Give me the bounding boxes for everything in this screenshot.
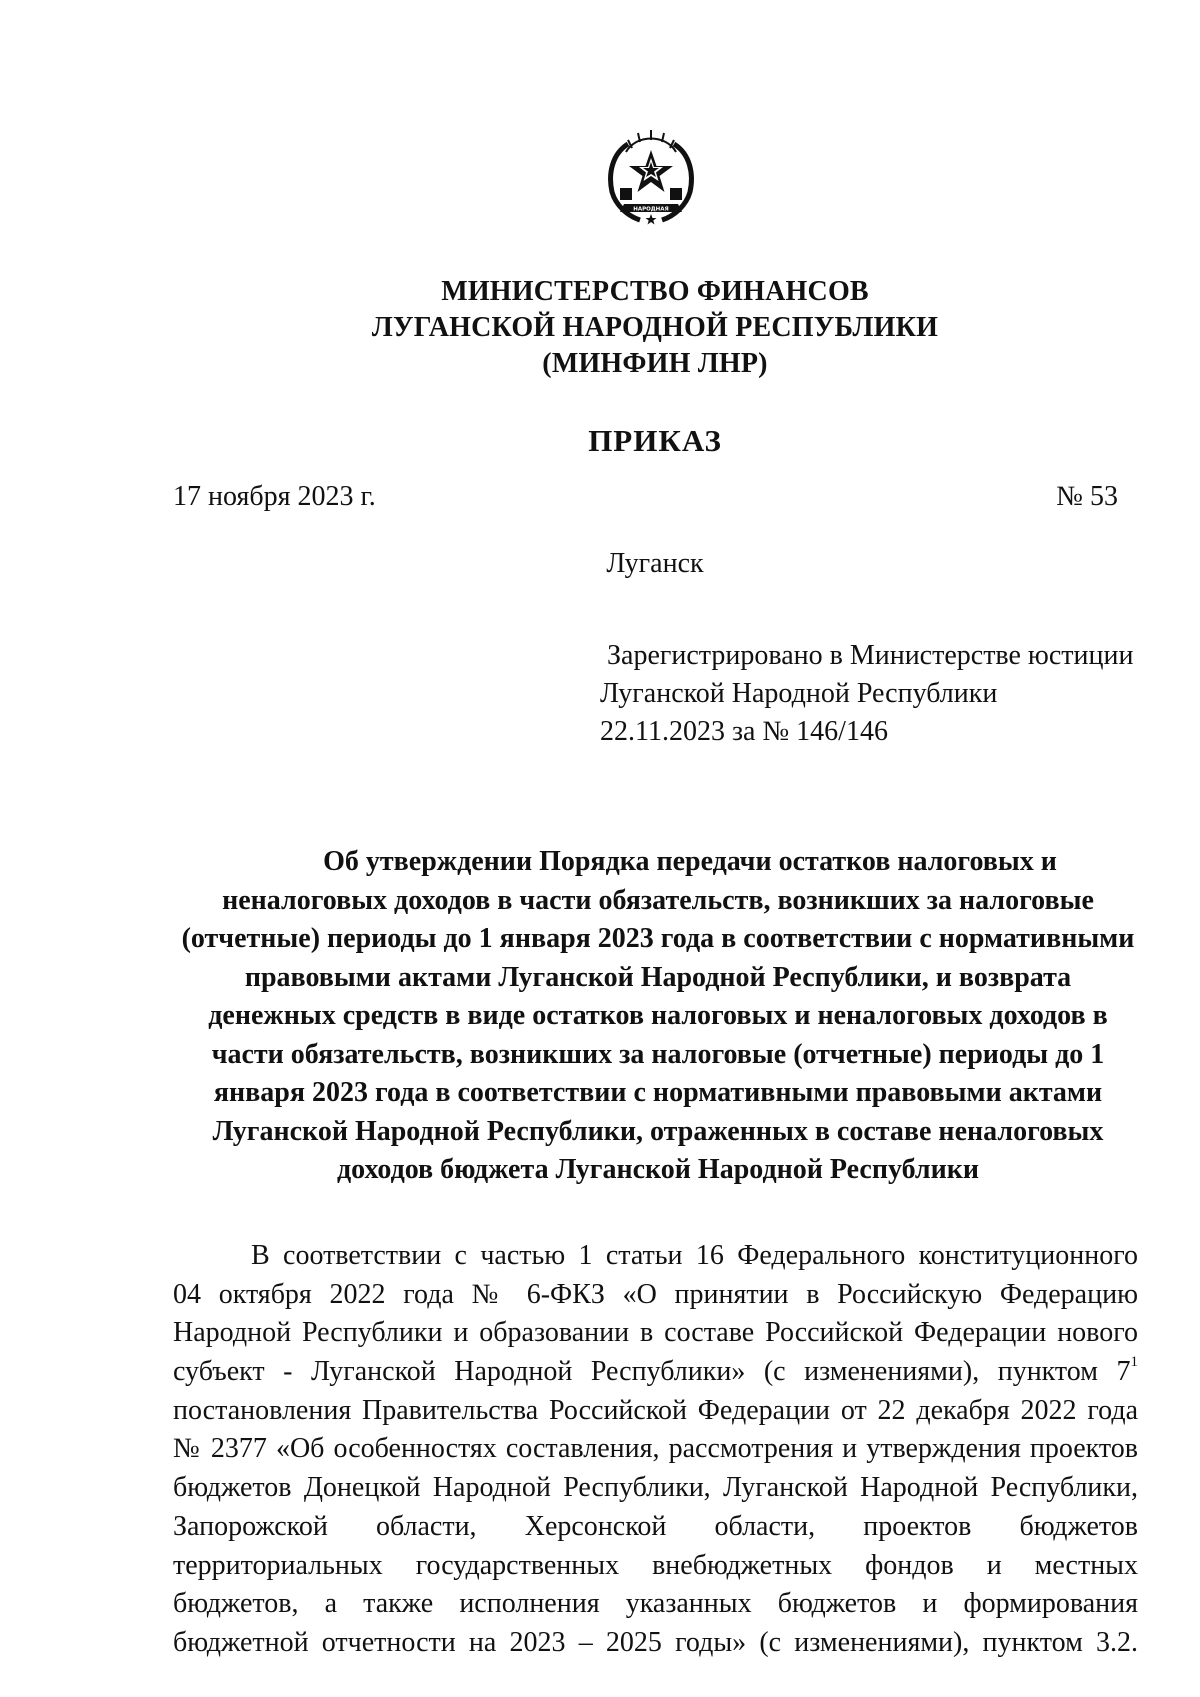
order-city: Луганск bbox=[606, 548, 704, 579]
body-line: бюджетов Донецкой Народной Республики, Луганской Народной Республики, bbox=[173, 1472, 1138, 1504]
registration-line: 22.11.2023 за № 146/146 bbox=[600, 716, 888, 747]
body-line: бюджетов, а также исполнения указанных бюджетов и формирования bbox=[173, 1588, 1138, 1620]
subject-line: неналоговых доходов в части обязательств, возникших за налоговые bbox=[222, 884, 1094, 916]
body-line: 04 октября 2022 года № 6-ФКЗ «О принятии в Российскую Федерацию bbox=[173, 1278, 1138, 1310]
ministry-line: МИНИСТЕРСТВО ФИНАНСОВ bbox=[441, 276, 869, 307]
order-number: № 53 bbox=[1056, 481, 1118, 512]
body-line: Народной Республики и образовании в составе Российской Федерации нового bbox=[173, 1317, 1138, 1349]
body-line-text: субъект - Луганской Народной Республики» (с изменениями), пунктом 7 bbox=[173, 1356, 1131, 1388]
body-line: № 2377 «Об особенностях составления, рассмотрения и утверждения проектов bbox=[173, 1433, 1138, 1465]
emblem-ribbon-text: НАРОДНАЯ bbox=[633, 206, 669, 213]
subject-line: (отчетные) периоды до 1 января 2023 года в соответствии с нормативными bbox=[181, 923, 1135, 954]
registration-stamp bbox=[600, 637, 1133, 751]
order-date: 17 ноября 2023 г. bbox=[173, 481, 376, 512]
subject-line: части обязательств, возникших за налоговые (отчетные) периоды до 1 bbox=[211, 1038, 1105, 1070]
subject-line: Об утверждении Порядка передачи остатков налоговых и bbox=[323, 846, 1057, 877]
superscript: 1 bbox=[1130, 1354, 1138, 1371]
body-line: бюджетной отчетности на 2023 – 2025 годы» (с изменениями), пунктом 3.2. bbox=[173, 1626, 1138, 1658]
ministry-name bbox=[0, 274, 1200, 382]
body-line: Запорожской области, Херсонской области, проектов бюджетов bbox=[173, 1510, 1138, 1542]
registration-line: Луганской Народной Республики bbox=[600, 678, 998, 709]
subject-line: января 2023 года в соответствии с нормативными правовыми актами bbox=[213, 1077, 1103, 1108]
subject-line: правовыми актами Луганской Народной Республики, и возврата bbox=[244, 961, 1072, 993]
order-subject bbox=[160, 843, 1156, 1190]
ministry-line: ЛУГАНСКОЙ НАРОДНОЙ РЕСПУБЛИКИ bbox=[371, 312, 939, 343]
coat-of-arms-icon bbox=[598, 122, 704, 228]
body-line-with-superscript bbox=[173, 1353, 1138, 1392]
ministry-line: (МИНФИН ЛНР) bbox=[542, 348, 768, 379]
body-line: территориальных государственных внебюджетных фондов и местных bbox=[173, 1549, 1138, 1581]
order-body bbox=[173, 1237, 1138, 1663]
subject-line: доходов бюджета Луганской Народной Республики bbox=[336, 1154, 980, 1185]
subject-line: Луганской Народной Республики, отраженных в составе неналоговых bbox=[212, 1115, 1104, 1147]
subject-line: денежных средств в виде остатков налоговых и неналоговых доходов в bbox=[208, 1000, 1108, 1031]
body-line: постановления Правительства Российской Федерации от 22 декабря 2022 года bbox=[173, 1394, 1138, 1426]
order-title: ПРИКАЗ bbox=[588, 423, 722, 458]
body-line: В соответствии с частью 1 статьи 16 Федерального конституционного bbox=[251, 1240, 1138, 1271]
registration-line: Зарегистрировано в Министерстве юстиции bbox=[607, 640, 1134, 671]
